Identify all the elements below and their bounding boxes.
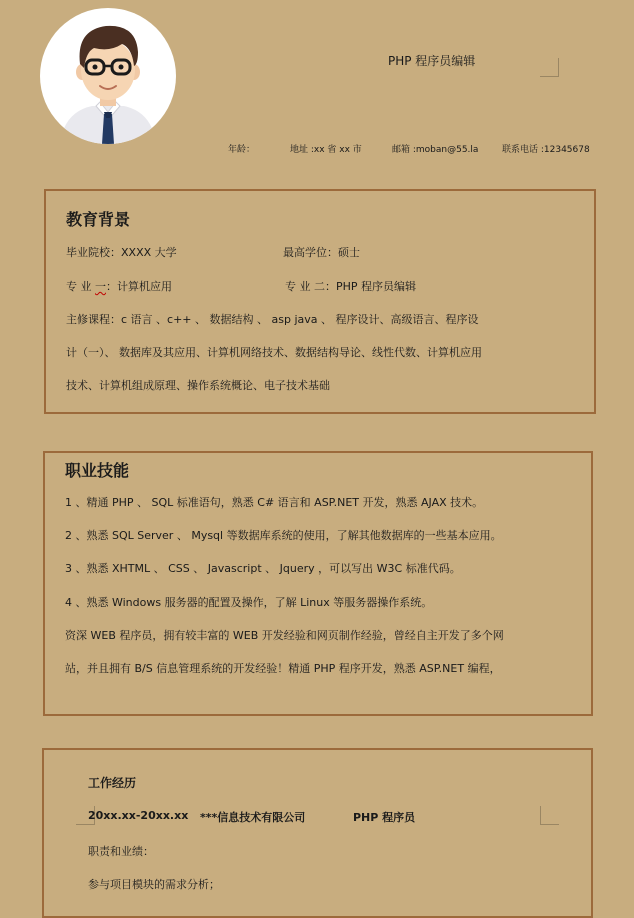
skill-summary: 资深 WEB 程序员，拥有较丰富的 WEB 开发经验和网页制作经验，曾经自主开发了多个网 bbox=[65, 629, 504, 642]
education-major1 bbox=[66, 278, 172, 294]
education-major2: 专 业 二：PHP 程序员编辑 bbox=[285, 280, 417, 293]
contact-email: 邮箱 :moban@55.la bbox=[392, 145, 479, 155]
avatar bbox=[40, 8, 176, 144]
work-title: 工作经历 bbox=[88, 776, 137, 790]
education-title: 教育背景 bbox=[66, 210, 131, 229]
skills-title: 职业技能 bbox=[65, 461, 130, 480]
skill-item: 3 、熟悉 XHTML 、 CSS 、 Javascript 、 Jquery ，可以写出 W3C 标准代码。 bbox=[65, 562, 461, 575]
corner-mark bbox=[540, 806, 559, 825]
major1-prefix: 专 业 bbox=[66, 280, 95, 293]
skills-section bbox=[43, 451, 593, 716]
corner-mark bbox=[540, 58, 559, 77]
skill-item: 4 、熟悉 Windows 服务器的配置及操作，了解 Linux 等服务器操作系统。 bbox=[65, 596, 433, 609]
education-courses-line: 主修课程：c 语言 、c++ 、 数据结构 、 asp java 、 程序设计、高级语言、程序设 bbox=[66, 313, 479, 326]
education-degree: 最高学位：硕士 bbox=[283, 246, 360, 259]
resume-title: PHP 程序员编辑 bbox=[388, 54, 476, 68]
skill-summary: 站，并且拥有 B/S 信息管理系统的开发经验！精通 PHP 程序开发，熟悉 ASP.NET 编程， bbox=[65, 662, 501, 675]
contact-phone: 联系电话 :12345678 bbox=[502, 145, 590, 155]
education-school: 毕业院校：XXXX 大学 bbox=[66, 246, 177, 259]
work-duties-label: 职责和业绩： bbox=[88, 845, 154, 858]
work-duty: 参与项目模块的需求分析； bbox=[88, 878, 220, 891]
education-courses-line: 计（一）、 数据库及其应用、计算机网络技术、数据结构导论、线性代数、计算机应用 bbox=[66, 346, 482, 359]
work-period: 20xx.xx-20xx.xx bbox=[88, 809, 189, 822]
education-courses-line: 技术、计算机组成原理、操作系统概论、电子技术基础 bbox=[66, 379, 330, 392]
work-company: ***信息技术有限公司 bbox=[200, 811, 306, 824]
major1-num: 一 bbox=[95, 280, 106, 293]
skill-item: 2 、熟悉 SQL Server 、 Mysql 等数据库系统的使用，了解其他数据库的一些基本应用。 bbox=[65, 529, 502, 542]
major1-value: ：计算机应用 bbox=[106, 280, 172, 293]
work-position: PHP 程序员 bbox=[353, 811, 416, 824]
contact-age: 年龄： bbox=[228, 145, 256, 155]
skill-item: 1 、精通 PHP 、 SQL 标准语句，熟悉 C# 语言和 ASP.NET 开发，熟悉 AJAX 技术。 bbox=[65, 496, 484, 509]
contact-address: 地址 :xx 省 xx 市 bbox=[290, 145, 362, 155]
